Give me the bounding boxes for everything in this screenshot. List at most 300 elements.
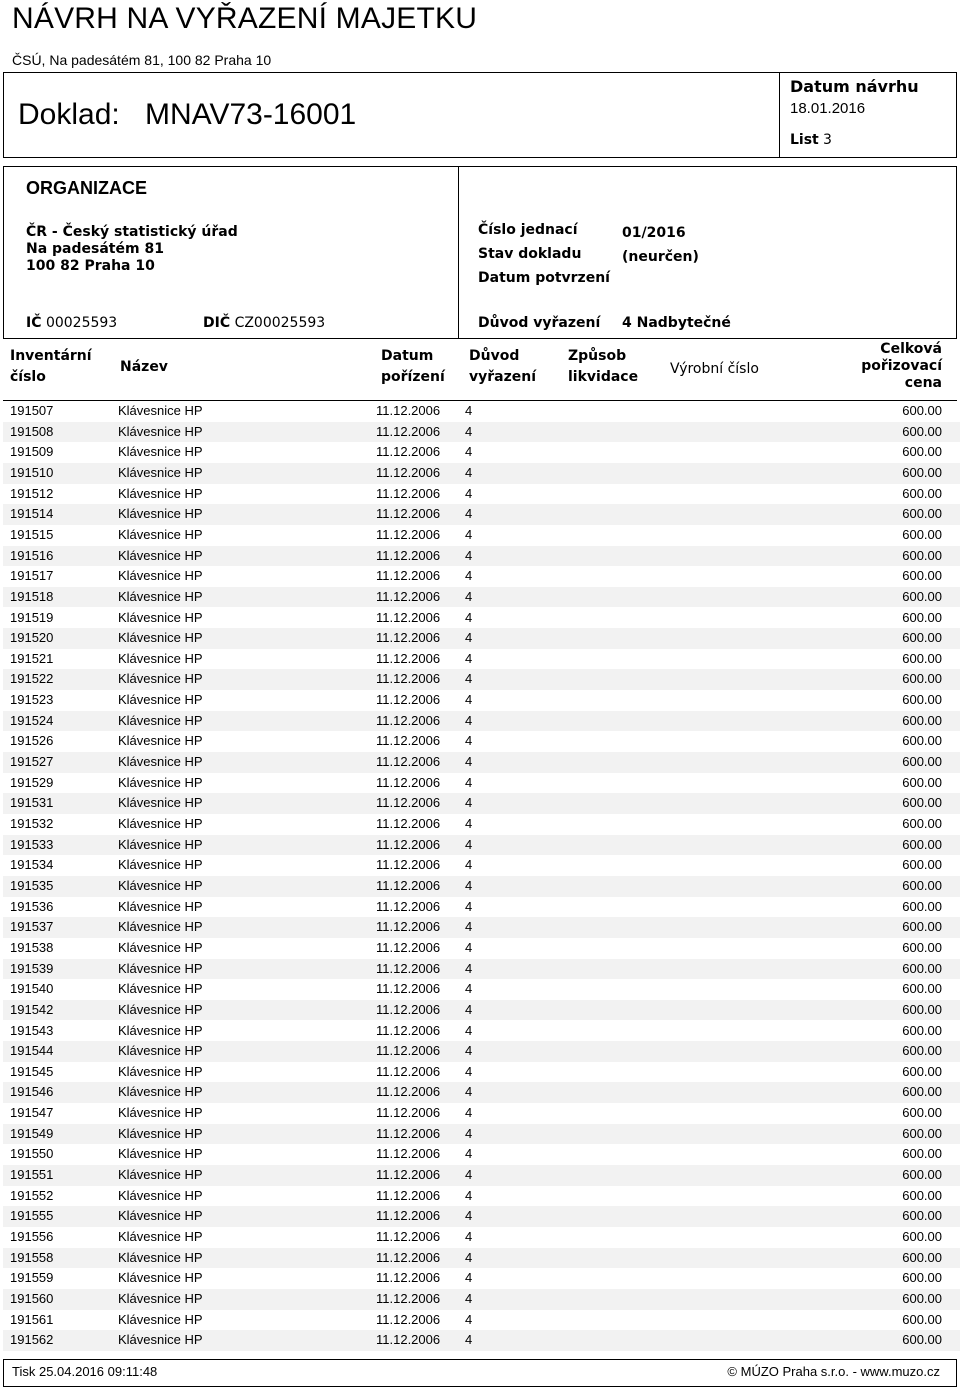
inventory-number-cell: 191542 [10,1001,54,1017]
acquisition-price-cell: 600.00 [902,733,942,749]
col-header-price [861,341,942,392]
acquisition-date-cell: 11.12.2006 [376,506,441,522]
organization-divider [458,166,459,339]
disposal-reason-cell: 4 [465,547,473,563]
table-row [3,1082,960,1103]
disposal-reason-cell: 4 [465,712,473,728]
acquisition-date-cell: 11.12.2006 [376,857,441,873]
disposal-reason-cell: 4 [465,857,473,873]
acquisition-price-cell: 600.00 [902,630,942,646]
asset-name-cell: Klávesnice HP [118,1311,203,1327]
table-row [3,773,960,794]
table-row [3,1248,960,1269]
acquisition-date-cell: 11.12.2006 [376,568,441,584]
table-row [3,959,960,980]
asset-name-cell: Klávesnice HP [118,1125,203,1141]
disposal-reason-cell: 4 [465,733,473,749]
col-header-method [568,346,638,388]
col-header-inventory [10,346,92,388]
acquisition-price-cell: 600.00 [902,1332,942,1348]
asset-name-cell: Klávesnice HP [118,1332,203,1348]
inventory-number-cell: 191532 [10,816,54,831]
inventory-number-cell: 191539 [10,960,54,976]
disposal-reason-cell: 4 [465,774,473,790]
acquisition-date-cell: 11.12.2006 [376,877,441,893]
asset-name-cell: Klávesnice HP [118,1229,203,1244]
asset-name-cell: Klávesnice HP [118,981,203,997]
acquisition-price-cell: 600.00 [902,1022,942,1038]
document-subtitle: ČSÚ, Na padesátém 81, 100 82 Praha 10 [12,52,272,68]
acquisition-price-cell: 600.00 [902,1249,942,1265]
disposal-reason-cell: 4 [465,1146,473,1162]
asset-name-cell: Klávesnice HP [118,795,203,811]
acquisition-date-cell: 11.12.2006 [376,1229,441,1244]
duvod-vyrazeni-value: 4 Nadbytečné [622,315,731,331]
col-header-inventory-line1: Inventární [10,348,92,364]
table-row [3,731,960,752]
acquisition-date-cell: 11.12.2006 [376,547,441,563]
table-row [3,546,960,567]
table-row [3,876,960,897]
table-row [3,1021,960,1042]
table-row [3,1144,960,1165]
table-row [3,1165,960,1186]
table-row [3,1268,960,1289]
inventory-number-cell: 191560 [10,1290,54,1306]
acquisition-price-cell: 600.00 [902,960,942,976]
asset-name-cell: Klávesnice HP [118,1146,203,1162]
inventory-number-cell: 191527 [10,754,54,770]
acquisition-price-cell: 600.00 [902,692,942,708]
asset-name-cell: Klávesnice HP [118,671,203,687]
doc-number: MNAV73-16001 [145,98,357,131]
table-row [3,855,960,876]
acquisition-price-cell: 600.00 [902,857,942,873]
table-row [3,401,960,422]
asset-name-cell: Klávesnice HP [118,857,203,873]
acquisition-price-cell: 600.00 [902,1270,942,1286]
table-row [3,628,960,649]
list-value: 3 [823,132,832,148]
col-header-reason-line2: vyřazení [469,369,537,385]
acquisition-price-cell: 600.00 [902,712,942,728]
acquisition-date-cell: 11.12.2006 [376,1146,441,1162]
inventory-number-cell: 191561 [10,1311,54,1327]
acquisition-price-cell: 600.00 [902,898,942,914]
acquisition-date-cell: 11.12.2006 [376,671,441,687]
acquisition-date-cell: 11.12.2006 [376,1063,441,1079]
asset-name-cell: Klávesnice HP [118,712,203,728]
table-row [3,525,960,546]
acquisition-date-cell: 11.12.2006 [376,919,441,935]
acquisition-date-cell: 11.12.2006 [376,939,441,955]
dic-label: DIČ [203,315,231,331]
acquisition-date-cell: 11.12.2006 [376,588,441,604]
disposal-reason-cell: 4 [465,1290,473,1306]
disposal-reason-cell: 4 [465,671,473,687]
acquisition-date-cell: 11.12.2006 [376,1249,441,1265]
asset-name-cell: Klávesnice HP [118,1187,203,1203]
disposal-reason-cell: 4 [465,960,473,976]
inventory-number-cell: 191510 [10,464,54,480]
inventory-number-cell: 191537 [10,919,54,935]
table-row [3,938,960,959]
asset-name-cell: Klávesnice HP [118,1001,203,1017]
col-header-date [381,346,445,388]
col-header-reason [469,346,536,388]
acquisition-price-cell: 600.00 [902,506,942,522]
col-header-serial: Výrobní číslo [670,361,759,377]
acquisition-date-cell: 11.12.2006 [376,1125,441,1141]
asset-name-cell: Klávesnice HP [118,919,203,935]
inventory-number-cell: 191535 [10,877,54,893]
col-header-price-line2: pořizovací [861,358,942,374]
acquisition-price-cell: 600.00 [902,671,942,687]
asset-name-cell: Klávesnice HP [118,403,203,418]
table-row [3,422,960,443]
acquisition-date-cell: 11.12.2006 [376,1270,441,1286]
acquisition-price-cell: 600.00 [902,1229,942,1244]
inventory-number-cell: 191544 [10,1043,54,1059]
disposal-reason-cell: 4 [465,1249,473,1265]
acquisition-date-cell: 11.12.2006 [376,1043,441,1059]
inventory-number-cell: 191547 [10,1105,54,1121]
asset-name-cell: Klávesnice HP [118,1167,203,1183]
inventory-number-cell: 191531 [10,795,54,811]
ic-value: 00025593 [45,315,118,331]
asset-name-cell: Klávesnice HP [118,506,203,522]
inventory-number-cell: 191533 [10,836,54,852]
acquisition-date-cell: 11.12.2006 [376,795,441,811]
acquisition-date-cell: 11.12.2006 [376,692,441,708]
organization-title: ORGANIZACE [26,178,147,198]
dic-value: CZ00025593 [234,315,326,331]
inventory-number-cell: 191509 [10,444,54,460]
acquisition-price-cell: 600.00 [902,1311,942,1327]
disposal-reason-cell: 4 [465,423,473,439]
asset-name-cell: Klávesnice HP [118,816,203,831]
asset-name-cell: Klávesnice HP [118,939,203,955]
col-header-price-line3: cena [904,375,942,391]
asset-name-cell: Klávesnice HP [118,609,203,625]
inventory-number-cell: 191518 [10,588,54,604]
acquisition-price-cell: 600.00 [902,1290,942,1306]
disposal-reason-cell: 4 [465,877,473,893]
acquisition-date-cell: 11.12.2006 [376,423,441,439]
disposal-reason-cell: 4 [465,981,473,997]
doc-label: Doklad: [18,98,120,131]
acquisition-price-cell: 600.00 [902,939,942,955]
acquisition-date-cell: 11.12.2006 [376,836,441,852]
disposal-reason-cell: 4 [465,444,473,460]
disposal-reason-cell: 4 [465,898,473,914]
acquisition-date-cell: 11.12.2006 [376,1084,441,1100]
table-row [3,1041,960,1062]
inventory-number-cell: 191545 [10,1063,54,1079]
acquisition-date-cell: 11.12.2006 [376,712,441,728]
acquisition-date-cell: 11.12.2006 [376,733,441,749]
asset-name-cell: Klávesnice HP [118,774,203,790]
inventory-number-cell: 191534 [10,857,54,873]
acquisition-date-cell: 11.12.2006 [376,1022,441,1038]
disposal-reason-cell: 4 [465,630,473,646]
disposal-reason-cell: 4 [465,1105,473,1121]
acquisition-date-cell: 11.12.2006 [376,981,441,997]
asset-name-cell: Klávesnice HP [118,1043,203,1059]
inventory-number-cell: 191536 [10,898,54,914]
organization-name: ČR - Český statistický úřad [26,224,238,240]
inventory-number-cell: 191508 [10,423,54,439]
stav-dokladu-label: Stav dokladu [478,246,582,262]
asset-name-cell: Klávesnice HP [118,547,203,563]
acquisition-date-cell: 11.12.2006 [376,1208,441,1224]
disposal-reason-cell: 4 [465,588,473,604]
acquisition-price-cell: 600.00 [902,1001,942,1017]
ic-field [26,315,117,331]
disposal-reason-cell: 4 [465,403,473,418]
acquisition-price-cell: 600.00 [902,568,942,584]
asset-name-cell: Klávesnice HP [118,1290,203,1306]
inventory-number-cell: 191516 [10,547,54,563]
asset-name-cell: Klávesnice HP [118,526,203,542]
acquisition-price-cell: 600.00 [902,464,942,480]
col-header-reason-line1: Důvod [469,348,520,364]
acquisition-price-cell: 600.00 [902,1125,942,1141]
acquisition-date-cell: 11.12.2006 [376,754,441,770]
col-header-name: Název [120,359,168,375]
asset-name-cell: Klávesnice HP [118,692,203,708]
inventory-number-cell: 191520 [10,630,54,646]
datum-potvrzeni-label: Datum potvrzení [478,270,610,286]
asset-name-cell: Klávesnice HP [118,836,203,852]
table-row [3,690,960,711]
acquisition-price-cell: 600.00 [902,588,942,604]
col-header-date-line1: Datum [381,348,434,364]
disposal-reason-cell: 4 [465,1229,473,1244]
disposal-reason-cell: 4 [465,650,473,666]
header-divider [779,72,780,158]
table-row [3,566,960,587]
acquisition-price-cell: 600.00 [902,1105,942,1121]
acquisition-date-cell: 11.12.2006 [376,898,441,914]
acquisition-date-cell: 11.12.2006 [376,1332,441,1348]
inventory-number-cell: 191517 [10,568,54,584]
inventory-number-cell: 191529 [10,774,54,790]
acquisition-date-cell: 11.12.2006 [376,630,441,646]
table-row [3,1124,960,1145]
asset-name-cell: Klávesnice HP [118,568,203,584]
asset-name-cell: Klávesnice HP [118,1105,203,1121]
organization-city: 100 82 Praha 10 [26,258,155,274]
acquisition-date-cell: 11.12.2006 [376,960,441,976]
acquisition-price-cell: 600.00 [902,981,942,997]
acquisition-price-cell: 600.00 [902,1167,942,1183]
acquisition-date-cell: 11.12.2006 [376,650,441,666]
acquisition-date-cell: 11.12.2006 [376,1187,441,1203]
disposal-reason-cell: 4 [465,609,473,625]
acquisition-price-cell: 600.00 [902,609,942,625]
acquisition-date-cell: 11.12.2006 [376,609,441,625]
disposal-reason-cell: 4 [465,754,473,770]
acquisition-price-cell: 600.00 [902,1063,942,1079]
disposal-reason-cell: 4 [465,939,473,955]
acquisition-price-cell: 600.00 [902,1146,942,1162]
acquisition-price-cell: 600.00 [902,1208,942,1224]
table-row [3,1227,960,1248]
table-row [3,1206,960,1227]
asset-name-cell: Klávesnice HP [118,444,203,460]
cislo-jednaci-value: 01/2016 [622,225,686,241]
table-row [3,1000,960,1021]
asset-name-cell: Klávesnice HP [118,898,203,914]
asset-name-cell: Klávesnice HP [118,1022,203,1038]
table-row [3,793,960,814]
datum-navrhu-value: 18.01.2016 [790,100,866,117]
acquisition-price-cell: 600.00 [902,423,942,439]
table-row [3,463,960,484]
acquisition-price-cell: 600.00 [902,403,942,418]
table-row [3,814,960,835]
asset-name-cell: Klávesnice HP [118,1084,203,1100]
acquisition-price-cell: 600.00 [902,1187,942,1203]
disposal-reason-cell: 4 [465,1022,473,1038]
inventory-number-cell: 191551 [10,1167,54,1183]
disposal-reason-cell: 4 [465,692,473,708]
inventory-number-cell: 191521 [10,650,54,666]
organization-street: Na padesátém 81 [26,241,164,257]
table-row [3,504,960,525]
asset-name-cell: Klávesnice HP [118,1270,203,1286]
document-title: NÁVRH NA VYŘAZENÍ MAJETKU [12,2,478,35]
acquisition-date-cell: 11.12.2006 [376,1001,441,1017]
table-row [3,587,960,608]
inventory-number-cell: 191549 [10,1125,54,1141]
disposal-reason-cell: 4 [465,816,473,831]
acquisition-price-cell: 600.00 [902,836,942,852]
acquisition-date-cell: 11.12.2006 [376,403,441,418]
asset-name-cell: Klávesnice HP [118,1249,203,1265]
print-info: Tisk 25.04.2016 09:11:48 [12,1364,158,1379]
table-row [3,608,960,629]
table-row [3,1310,960,1331]
inventory-number-cell: 191519 [10,609,54,625]
disposal-reason-cell: 4 [465,464,473,480]
asset-name-cell: Klávesnice HP [118,754,203,770]
disposal-reason-cell: 4 [465,1311,473,1327]
inventory-number-cell: 191524 [10,712,54,728]
acquisition-date-cell: 11.12.2006 [376,444,441,460]
acquisition-price-cell: 600.00 [902,795,942,811]
acquisition-price-cell: 600.00 [902,444,942,460]
acquisition-price-cell: 600.00 [902,754,942,770]
disposal-reason-cell: 4 [465,1187,473,1203]
table-row [3,1103,960,1124]
table-row [3,711,960,732]
asset-name-cell: Klávesnice HP [118,588,203,604]
ic-label: IČ [26,315,42,331]
col-header-inventory-line2: číslo [10,369,46,385]
asset-name-cell: Klávesnice HP [118,485,203,501]
cislo-jednaci-label: Číslo jednací [478,222,578,238]
acquisition-price-cell: 600.00 [902,650,942,666]
inventory-number-cell: 191555 [10,1208,54,1224]
acquisition-price-cell: 600.00 [902,1043,942,1059]
asset-name-cell: Klávesnice HP [118,960,203,976]
inventory-number-cell: 191526 [10,733,54,749]
table-row [3,917,960,938]
datum-navrhu-label: Datum návrhu [790,77,919,96]
acquisition-date-cell: 11.12.2006 [376,1105,441,1121]
disposal-reason-cell: 4 [465,1125,473,1141]
inventory-number-cell: 191556 [10,1229,54,1244]
asset-name-cell: Klávesnice HP [118,464,203,480]
inventory-number-cell: 191514 [10,506,54,522]
inventory-number-cell: 191512 [10,485,54,501]
inventory-number-cell: 191515 [10,526,54,542]
acquisition-price-cell: 600.00 [902,877,942,893]
disposal-reason-cell: 4 [465,919,473,935]
acquisition-price-cell: 600.00 [902,919,942,935]
disposal-reason-cell: 4 [465,526,473,542]
acquisition-price-cell: 600.00 [902,526,942,542]
stav-dokladu-value: (neurčen) [622,249,699,265]
table-row [3,979,960,1000]
inventory-number-cell: 191540 [10,981,54,997]
asset-name-cell: Klávesnice HP [118,1208,203,1224]
acquisition-price-cell: 600.00 [902,1084,942,1100]
dic-field [203,315,325,331]
inventory-number-cell: 191522 [10,671,54,687]
acquisition-price-cell: 600.00 [902,485,942,501]
table-row [3,897,960,918]
disposal-reason-cell: 4 [465,1270,473,1286]
inventory-number-cell: 191543 [10,1022,54,1038]
acquisition-date-cell: 11.12.2006 [376,1311,441,1327]
acquisition-price-cell: 600.00 [902,816,942,831]
disposal-reason-cell: 4 [465,1084,473,1100]
disposal-reason-cell: 4 [465,1063,473,1079]
acquisition-price-cell: 600.00 [902,774,942,790]
col-header-price-line1: Celková [880,341,942,357]
table-row [3,649,960,670]
asset-name-cell: Klávesnice HP [118,877,203,893]
inventory-number-cell: 191562 [10,1332,54,1348]
disposal-reason-cell: 4 [465,795,473,811]
asset-name-cell: Klávesnice HP [118,423,203,439]
asset-name-cell: Klávesnice HP [118,733,203,749]
asset-name-cell: Klávesnice HP [118,650,203,666]
acquisition-date-cell: 11.12.2006 [376,1290,441,1306]
table-row [3,1186,960,1207]
acquisition-date-cell: 11.12.2006 [376,526,441,542]
inventory-number-cell: 191552 [10,1187,54,1203]
disposal-reason-cell: 4 [465,1208,473,1224]
disposal-reason-cell: 4 [465,506,473,522]
col-header-date-line2: pořízení [381,369,445,385]
inventory-number-cell: 191523 [10,692,54,708]
disposal-reason-cell: 4 [465,568,473,584]
inventory-number-cell: 191538 [10,939,54,955]
acquisition-price-cell: 600.00 [902,547,942,563]
table-row [3,752,960,773]
col-header-method-line1: Způsob [568,348,627,364]
disposal-reason-cell: 4 [465,836,473,852]
list-label: List [790,132,819,148]
asset-name-cell: Klávesnice HP [118,630,203,646]
acquisition-date-cell: 11.12.2006 [376,774,441,790]
disposal-reason-cell: 4 [465,1332,473,1348]
table-row [3,1289,960,1310]
